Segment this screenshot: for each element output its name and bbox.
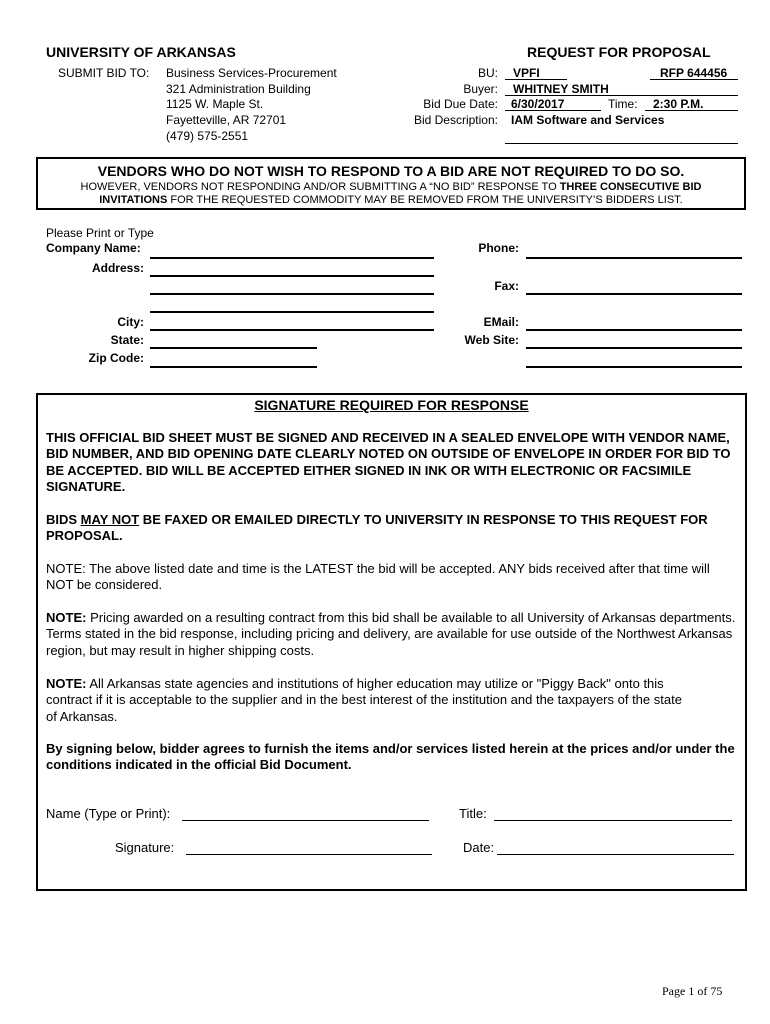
time-value: 2:30 P.M.	[653, 97, 704, 111]
rfp-number: RFP 644456	[660, 66, 728, 80]
title-field[interactable]	[494, 820, 732, 821]
zip-label: Zip Code:	[88, 351, 144, 365]
description-value: IAM Software and Services	[511, 113, 665, 127]
fax-label: Fax:	[494, 279, 519, 293]
bu-underline	[505, 79, 567, 80]
sealed-envelope-paragraph: THIS OFFICIAL BID SHEET MUST BE SIGNED AND RECEIVED IN A SEALED ENVELOPE WITH VENDOR NAME, BID NUMBER, AND BID OPENING DATE CLEARLY NOTED ON OUTSIDE OF ENVELOPE IN ORDER FOR BID TO BE ACCEPTED. BID WILL BE ACCEPTED EITHER SIGNED IN INK OR WITH ELECTRONIC OR FACSIMILE SIGNATURE.	[46, 430, 731, 495]
website-field-2[interactable]	[526, 366, 742, 368]
notice-line-2-text: FOR THE REQUESTED COMMODITY MAY BE REMOVED FROM THE UNIVERSITY’S BIDDERS LIST.	[167, 194, 683, 206]
notice-line-2	[38, 194, 744, 206]
pricing-note-label: NOTE:	[46, 610, 87, 625]
address-field-3[interactable]	[150, 311, 434, 313]
signature-title: SIGNATURE REQUIRED FOR RESPONSE	[254, 397, 529, 413]
notice-title: VENDORS WHO DO NOT WISH TO RESPOND TO A BID ARE NOT REQUIRED TO DO SO.	[97, 163, 685, 179]
due-date-value: 6/30/2017	[511, 97, 565, 111]
date-field[interactable]	[497, 854, 734, 855]
no-fax-paragraph	[46, 512, 736, 545]
buyer-underline	[505, 95, 738, 96]
phone-label: Phone:	[478, 241, 519, 255]
agreement-paragraph: By signing below, bidder agrees to furnish the items and/or services listed herein at the prices and/or under the conditions indicated in the official Bid Document.	[46, 741, 735, 773]
due-date-underline	[505, 110, 601, 111]
no-fax-emphasis: MAY NOT	[80, 512, 140, 527]
company-name-field[interactable]	[150, 257, 434, 259]
page-number: Page 1 of 75	[662, 984, 723, 998]
state-field[interactable]	[150, 347, 317, 349]
address-line-1: Business Services-Procurement	[166, 66, 337, 80]
notice-line-1	[38, 181, 744, 193]
buyer-label: Buyer:	[463, 82, 498, 96]
vendor-notice-box	[36, 157, 746, 210]
time-underline	[645, 110, 738, 111]
rfp-underline	[650, 79, 738, 80]
city-label: City:	[117, 315, 144, 329]
notice-line-2-emphasis: INVITATIONS	[99, 194, 168, 206]
notice-line-1-text: HOWEVER, VENDORS NOT RESPONDING AND/OR SUBMITTING A “NO BID” RESPONSE TO	[80, 181, 560, 193]
address-label: Address:	[91, 261, 144, 275]
submit-label: SUBMIT BID TO:	[58, 66, 150, 80]
email-label: EMail:	[483, 315, 519, 329]
address-field-2[interactable]	[150, 293, 434, 295]
city-field[interactable]	[150, 329, 434, 331]
signature-label: Signature:	[115, 840, 175, 855]
description-label: Bid Description:	[413, 113, 498, 127]
piggy-back-note	[46, 676, 686, 725]
piggy-back-note-label: NOTE:	[46, 676, 87, 691]
zip-field[interactable]	[150, 366, 317, 368]
rfp-title: REQUEST FOR PROPOSAL	[527, 44, 711, 60]
pricing-note-text: Pricing awarded on a resulting contract from this bid shall be available to all University of Arkansas departments. Terms stated in the bid response, including pricing and delivery, are available for use outside of the Northwest Arkansas region, but may result in higher shipping costs.	[46, 610, 736, 658]
phone-field[interactable]	[526, 257, 742, 259]
bu-value: VPFI	[513, 66, 540, 80]
name-label: Name (Type or Print):	[46, 806, 171, 821]
address-field-1[interactable]	[150, 275, 434, 277]
address-line-4: Fayetteville, AR 72701	[166, 113, 287, 127]
address-line-3: 1125 W. Maple St.	[166, 97, 264, 111]
deadline-note: NOTE: The above listed date and time is the LATEST the bid will be accepted. ANY bids received after that time will NOT be considered.	[46, 561, 710, 593]
no-fax-text-2: BE FAXED OR EMAILED DIRECTLY TO UNIVERSITY IN RESPONSE TO THIS REQUEST FOR PROPOSAL.	[46, 512, 708, 544]
university-name: UNIVERSITY OF ARKANSAS	[46, 44, 236, 60]
buyer-value: WHITNEY SMITH	[513, 82, 609, 96]
description-underline	[505, 143, 738, 144]
bu-label: BU:	[477, 66, 498, 80]
address-line-5: (479) 575-2551	[166, 129, 249, 143]
fax-field[interactable]	[526, 293, 742, 295]
date-label: Date:	[463, 840, 495, 855]
website-field[interactable]	[526, 347, 742, 349]
website-label: Web Site:	[464, 333, 519, 347]
pricing-note	[46, 610, 736, 659]
signature-field[interactable]	[186, 854, 432, 855]
title-label: Title:	[459, 806, 487, 821]
no-fax-text-1: BIDS	[46, 512, 81, 527]
name-field[interactable]	[182, 820, 429, 821]
time-label: Time:	[608, 97, 638, 111]
address-line-2: 321 Administration Building	[166, 82, 311, 96]
email-field[interactable]	[526, 329, 742, 331]
piggy-back-note-text: All Arkansas state agencies and institutions of higher education may utilize or "Piggy Back" onto this contract if it is acceptable to the supplier and in the best interest of the institution and the taxpayers of the state of Arkansas.	[46, 676, 682, 724]
print-hint: Please Print or Type	[46, 226, 154, 240]
company-name-label: Company Name:	[46, 241, 141, 255]
due-date-label: Bid Due Date:	[423, 97, 498, 111]
notice-line-1-emphasis: THREE CONSECUTIVE BID	[559, 181, 702, 193]
state-label: State:	[110, 333, 144, 347]
